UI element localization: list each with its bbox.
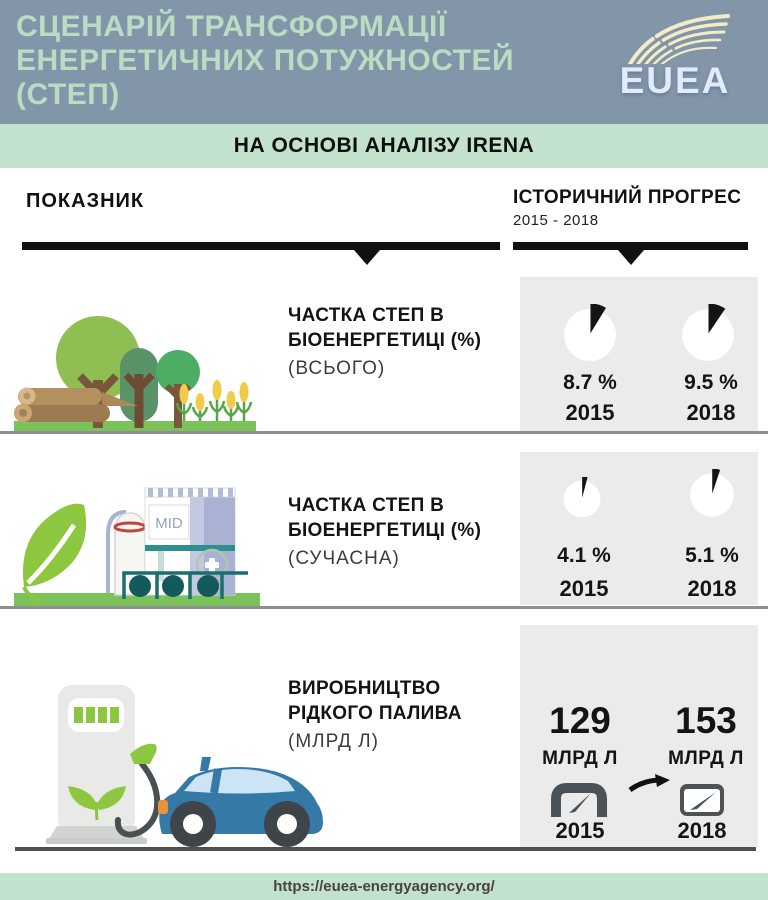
value-total-2015: 8.7 %	[563, 371, 617, 394]
value-total-2018: 9.5 %	[684, 371, 738, 394]
progress-label: ІСТОРИЧНИЙ ПРОГРЕС	[513, 187, 742, 208]
row2-subtitle: (СУЧАСНА)	[288, 548, 400, 569]
title-line-3: (СТЕП)	[16, 78, 120, 111]
gauge-icon	[679, 783, 725, 817]
value-modern-2018: 5.1 %	[685, 544, 739, 567]
row3-label	[288, 676, 520, 754]
row1-title-line1: ЧАСТКА СТЕП В	[288, 305, 445, 326]
euea-logo	[600, 10, 750, 115]
footer-url[interactable]: https://euea-energyagency.org/	[273, 878, 495, 895]
pie-chart-modern-2015	[560, 477, 604, 521]
year-label: 2018	[687, 576, 737, 601]
year-label: 2015	[555, 818, 605, 843]
pie-chart-total-2018	[677, 304, 739, 366]
fuel-pump-car-illustration	[12, 650, 332, 847]
biogas-plant-illustration	[12, 455, 262, 606]
subheader-label: НА ОСНОВІ АНАЛІЗУ IRENA	[233, 134, 535, 157]
row1-label	[288, 303, 520, 381]
row3-title-line2: РІДКОГО ПАЛИВА	[288, 703, 462, 724]
progress-period: 2015 - 2018	[513, 212, 599, 229]
row-divider	[0, 606, 768, 609]
year-label: 2015	[565, 400, 615, 425]
value-modern-2015: 4.1 %	[557, 544, 611, 567]
row1-title-line2: БІОЕНЕРГЕТИЦІ (%)	[288, 330, 482, 351]
row1-subtitle: (ВСЬОГО)	[288, 358, 386, 379]
pie-chart-total-2015	[559, 304, 621, 366]
logo-wordmark: EUEA	[619, 60, 731, 101]
column-header-indicator: ПОКАЗНИК	[26, 190, 145, 212]
value-fuel-2015: 129	[549, 700, 611, 741]
row3-title-line1: ВИРОБНИЦТВО	[288, 678, 441, 699]
unit-label: МЛРД Л	[668, 748, 744, 769]
biomass-illustration	[12, 298, 260, 432]
down-arrow-icon	[618, 250, 644, 265]
subheader-band	[0, 124, 768, 168]
svg-text:MID: MID	[155, 515, 183, 532]
value-fuel-2018: 153	[675, 700, 737, 741]
page-title	[16, 10, 514, 112]
gauge-icon	[550, 783, 608, 817]
row2-title-line1: ЧАСТКА СТЕП В	[288, 495, 445, 516]
title-line-1: СЦЕНАРІЙ ТРАНСФОРМАЦІЇ	[16, 10, 447, 43]
year-label: 2018	[686, 400, 736, 425]
header	[0, 0, 768, 124]
column-header-progress	[513, 187, 741, 229]
footer-band	[0, 873, 768, 900]
row2-label	[288, 493, 520, 571]
indicator-rule	[22, 242, 500, 250]
year-label: 2015	[559, 576, 609, 601]
down-arrow-icon	[354, 250, 380, 265]
title-line-2: ЕНЕРГЕТИЧНИХ ПОТУЖНОСТЕЙ	[16, 44, 515, 77]
unit-label: МЛРД Л	[542, 748, 618, 769]
year-label: 2018	[677, 818, 727, 843]
arrow-right-icon	[628, 772, 670, 796]
road-line	[15, 847, 756, 851]
progress-rule	[513, 242, 748, 250]
row2-title-line2: БІОЕНЕРГЕТИЦІ (%)	[288, 520, 482, 541]
row3-subtitle: (МЛРД Л)	[288, 731, 379, 752]
logo-swoosh-icon	[616, 12, 736, 64]
row-divider	[0, 431, 768, 434]
pie-chart-modern-2018	[686, 469, 738, 521]
